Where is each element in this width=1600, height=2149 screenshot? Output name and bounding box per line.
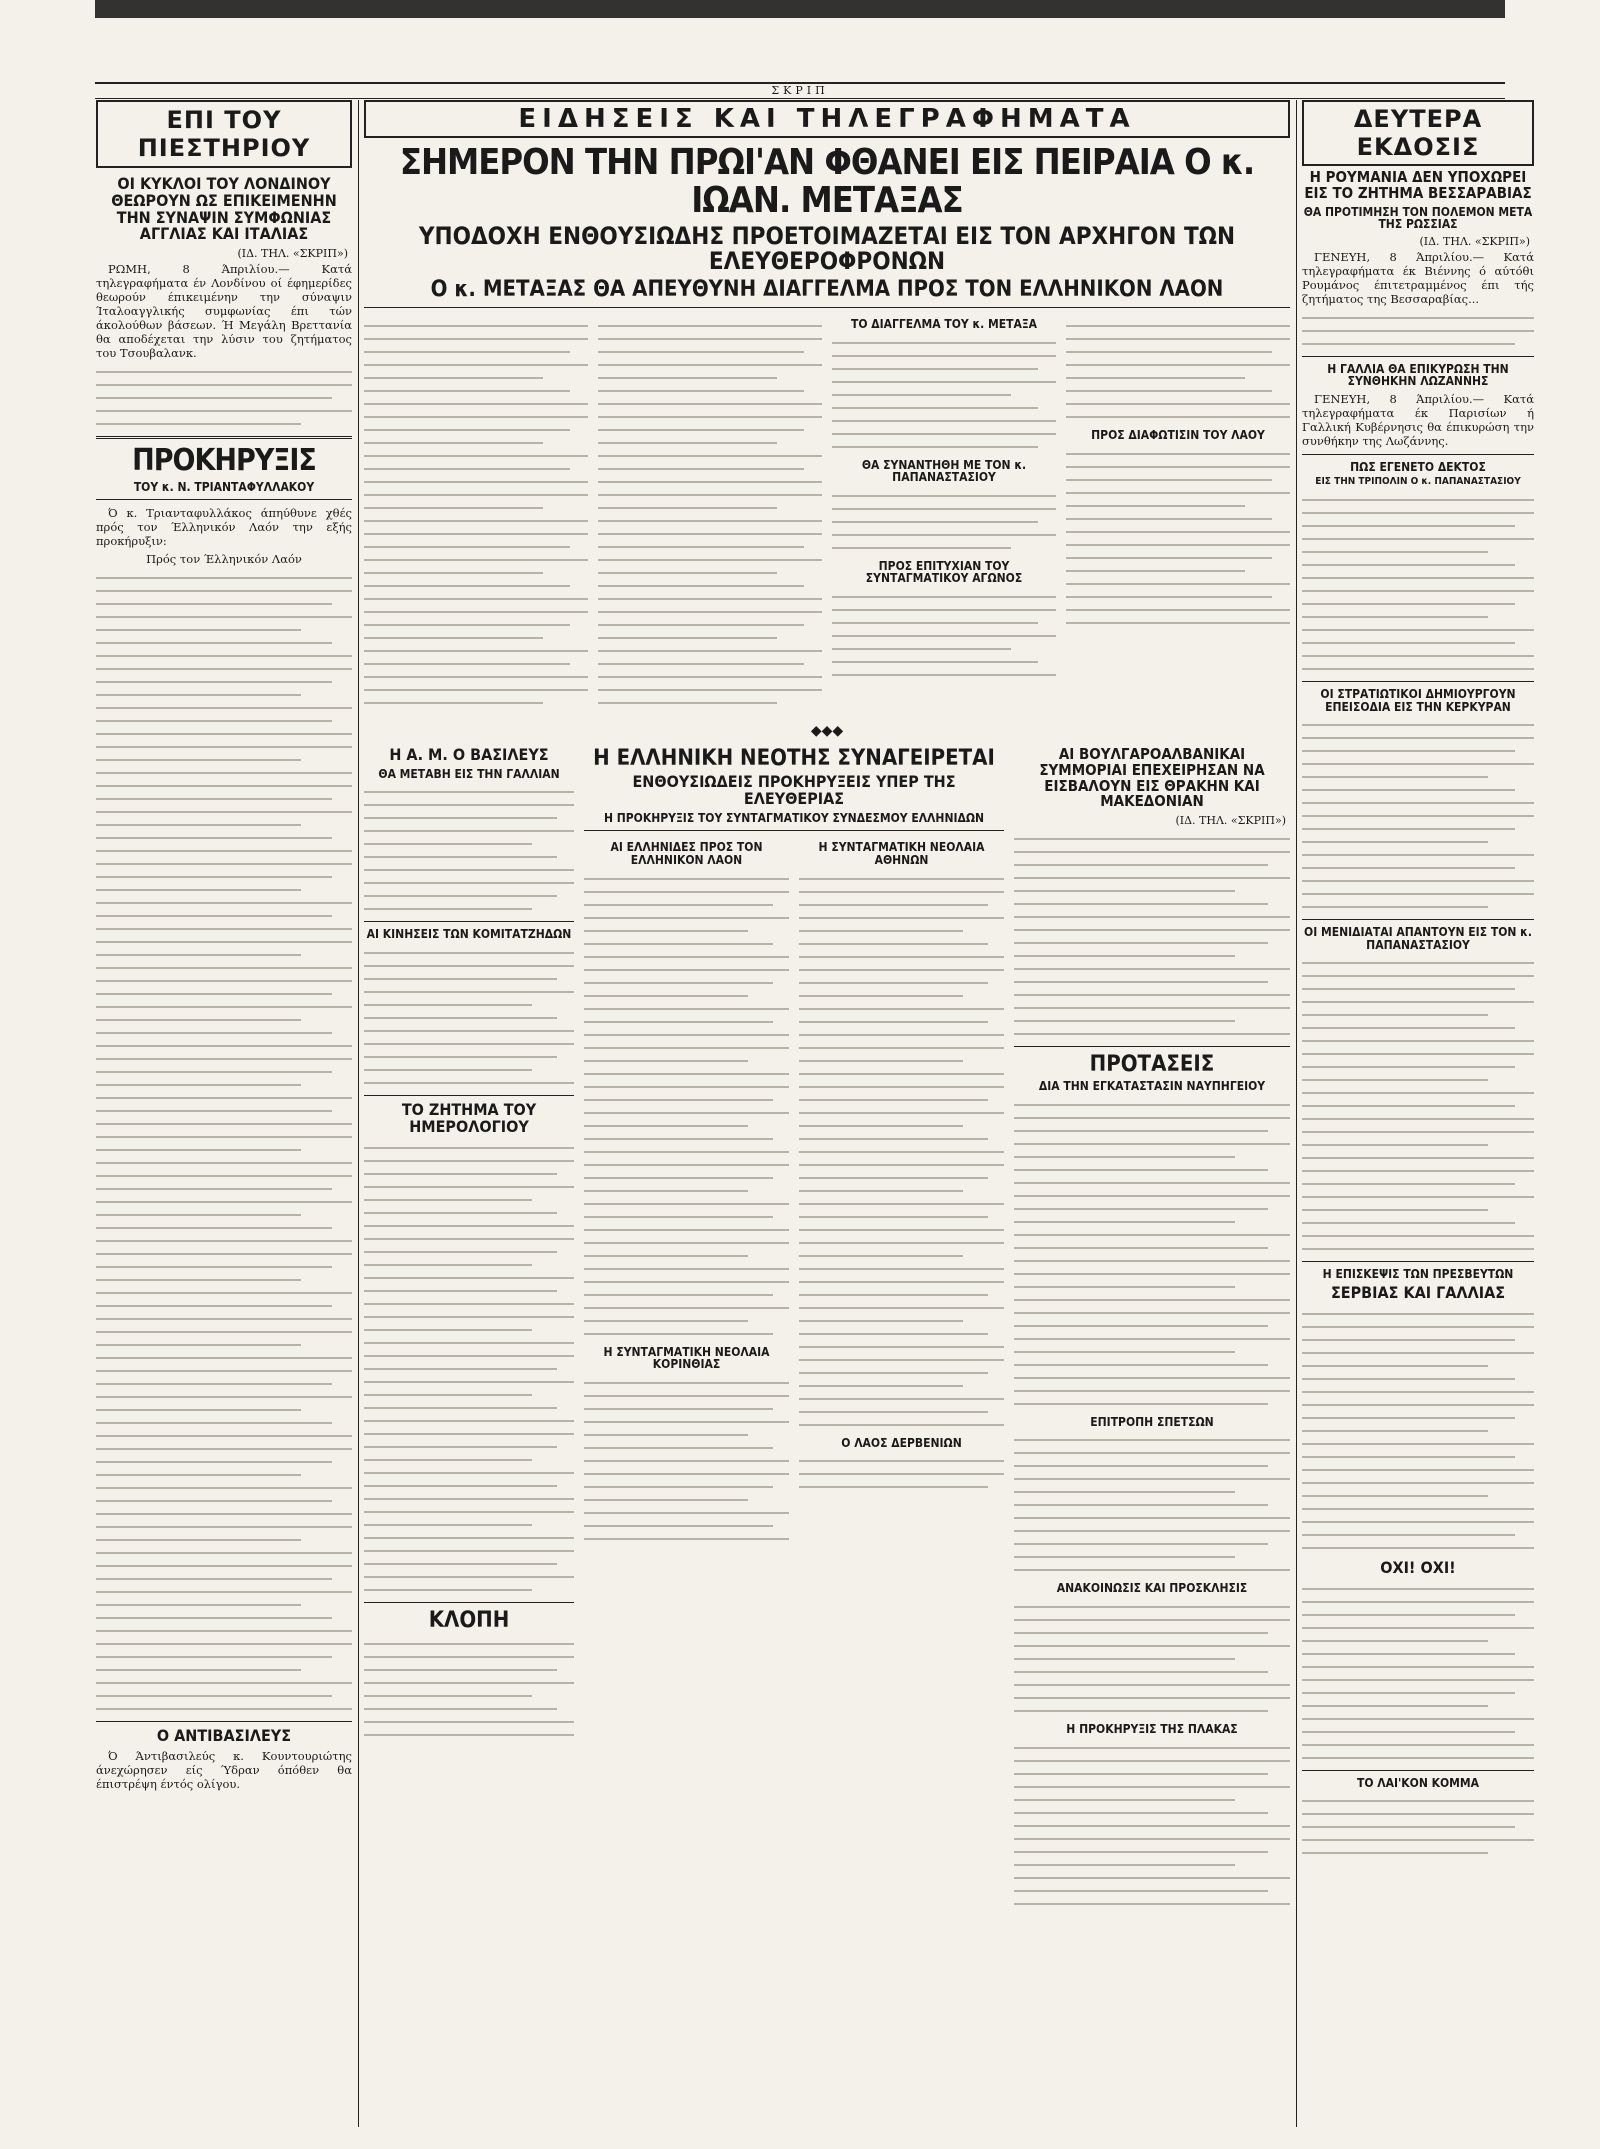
proposals-title: ΠΡΟΤΑΣΕΙΣ	[1089, 1052, 1215, 1078]
left-lead: ΡΩΜΗ, 8 Άπριλίου.— Κατά τηλεγραφήματα έν Λονδίνου οί έφημερίδες θεωρούν έπικειμένην την σύναψιν Ίταλοαγγλικής συμφωνίας έπι τών άκολούθων βάσεων. Ή Μεγάλη Βρεττανία θα αποδέχεται την λύσιν του ζητήματος του Τσουβαλανκ.	[96, 262, 352, 361]
peoples-party-headline: ΤΟ ΛΑΙ'ΚΟΝ ΚΟΜΜΑ	[1356, 1775, 1480, 1790]
right-column	[1302, 100, 1534, 2127]
komitadji-subhead: ΑΙ ΚΙΝΗΣΕΙΣ ΤΩΝ ΚΟΜΙΤΑΤΖΗΔΩΝ	[366, 927, 572, 942]
left-credit: (ΙΔ. ΤΗΛ. «ΣΚΡΙΠ»)	[237, 247, 348, 261]
king-column	[364, 743, 574, 2013]
proclamation-subtitle: ΤΟΥ κ. Ν. ΤΡΙΑΝΤΑΦΥΛΛΑΚΟΥ	[133, 479, 315, 494]
romania-lead: ΓΕΝΕΥΗ, 8 Άπριλίου.— Κατά τηλεγραφήματα έκ Βιέννης ό αύτόθι Ρουμάνος έπιτετραμμένος έπι τής ζητήματος της Βεσσαραβίας...	[1302, 249, 1534, 306]
left-column	[96, 100, 352, 2127]
meeting-subhead: ΘΑ ΣΥΝΑΝΤΗΘΗ ΜΕ ΤΟΝ κ. ΠΑΠΑΝΑΣΤΑΣΙΟΥ	[861, 457, 1027, 485]
lausanne-lead: ΓΕΝΕΥΗ, 8 Άπριλίου.— Κατά τηλεγραφήματα έκ Παρισίων ή Γαλλική Κυβέρνησις θα έπικυρώση την συνθήκην της Λωζάννης.	[1302, 391, 1534, 448]
ambassadors-subheadline: ΣΕΡΒΙΑΣ ΚΑΙ ΓΑΛΛΙΑΣ	[1330, 1282, 1506, 1302]
lausanne-headline: Η ΓΑΛΛΙΑ ΘΑ ΕΠΙΚΥΡΩΣΗ ΤΗΝ ΣΥΝΘΗΚΗΝ ΛΩΖΑΝΝΗΣ	[1327, 361, 1509, 389]
dervenia-subhead: Ο ΛΑΟΣ ΔΕΡΒΕΝΙΩΝ	[841, 1435, 962, 1450]
menidi-headline: ΟΙ ΜΕΝΙΔΙΑΤΑΙ ΑΠΑΝΤΟΥΝ ΕΙΣ ΤΟΝ κ. ΠΑΠΑΝΑΣΤΑΣΙΟΥ	[1304, 925, 1532, 952]
bulgarian-column	[1014, 743, 1290, 2013]
proclamation-address: Πρός τον Έλληνικόν Λαόν	[146, 552, 302, 567]
bands-headline: ΑΙ ΒΟΥΛΓΑΡΟΑΛΒΑΝΙΚΑΙ ΣΥΜΜΟΡΙΑΙ ΕΠΕΧΕΙΡΗΣΑΝ ΝΑ ΕΙΣΒΑΛΟΥΝ ΕΙΣ ΘΡΑΚΗΝ ΚΑΙ ΜΑΚΕΔΟΝΙΑΝ	[1039, 745, 1265, 811]
left-text-block	[96, 371, 352, 425]
proclamation-text-block	[96, 577, 352, 1710]
romania-headline: Η ΡΟΥΜΑΝΙΑ ΔΕΝ ΥΠΟΧΩΡΕΙ ΕΙΣ ΤΟ ΖΗΤΗΜΑ ΒΕΣΣΑΡΑΒΙΑΣ	[1304, 168, 1532, 202]
proposals-subtitle: ΔΙΑ ΤΗΝ ΕΓΚΑΤΑΣΤΑΣΙΝ ΝΑΥΠΗΓΕΙΟΥ	[1038, 1079, 1266, 1094]
theft-title: ΚΛΟΠΗ	[428, 1607, 510, 1633]
left-section-title: ΕΠΙ ΤΟΥ ΠΙΕΣΤΗΡΙΟΥ	[96, 100, 352, 168]
enlightenment-subhead: ΠΡΟΣ ΔΙΑΦΩΤΙΣΙΝ ΤΟΥ ΛΑΟΥ	[1091, 428, 1265, 443]
main-deck: Ο κ. ΜΕΤΑΞΑΣ ΘΑ ΑΠΕΥΘΥΝΗ ΔΙΑΓΓΕΛΜΑ ΠΡΟΣ ΤΟΝ ΕΛΛΗΝΙΚΟΝ ΛΑΟΝ	[430, 276, 1224, 302]
tripoli-headline: ΠΩΣ ΕΓΕΝΕΤΟ ΔΕΚΤΟΣ	[1350, 459, 1486, 474]
metaxas-col-1	[364, 314, 588, 719]
regent-text: Ό Άντιβασιλεύς κ. Κουντουριώτης άνεχώρησεν είς Ύδραν όπόθεν θα έπιστρέψη έντός ολίγου.	[96, 1749, 352, 1792]
metaxas-col-3	[832, 314, 1056, 719]
spetses-subhead: ΕΠΙΤΡΟΠΗ ΣΠΕΤΣΩΝ	[1090, 1414, 1214, 1429]
romania-subheadline: ΘΑ ΠΡΟΤΙΜΗΣΗ ΤΟΝ ΠΟΛΕΜΟΝ ΜΕΤΑ ΤΗΣ ΡΩΣΣΙΑΣ	[1303, 204, 1533, 232]
manifesto-subhead: ΤΟ ΔΙΑΓΓΕΛΜΑ ΤΟΥ κ. ΜΕΤΑΞΑ	[850, 317, 1038, 332]
metaxas-col-4	[1066, 314, 1290, 719]
tripoli-subheadline: ΕΙΣ ΤΗΝ ΤΡΙΠΟΛΙΝ Ο κ. ΠΑΠΑΝΑΣΤΑΣΙΟΥ	[1315, 476, 1521, 488]
center-column	[364, 100, 1290, 2127]
masthead-strip: ΣΚΡΙΠ	[95, 82, 1505, 99]
youth-headline: Η ΕΛΛΗΝΙΚΗ ΝΕΟΤΗΣ ΣΥΝΑΓΕΙΡΕΤΑΙ	[593, 746, 995, 772]
king-title: Η Α. Μ. Ο ΒΑΣΙΛΕΥΣ	[389, 745, 549, 765]
women-subhead: ΑΙ ΕΛΛΗΝΙΔΕΣ ΠΡΟΣ ΤΟΝ ΕΛΛΗΝΙΚΟΝ ΛΑΟΝ	[610, 840, 763, 867]
ambassadors-headline: Η ΕΠΙΣΚΕΨΙΣ ΤΩΝ ΠΡΕΣΒΕΥΤΩΝ	[1322, 1267, 1514, 1282]
calendar-title: ΤΟ ΖΗΤΗΜΑ ΤΟΥ ΗΜΕΡΟΛΟΓΙΟΥ	[401, 1100, 537, 1136]
ornament-divider: ◆◆◆	[810, 723, 844, 740]
top-dark-band	[95, 0, 1505, 18]
main-headline: ΣΗΜΕΡΟΝ ΤΗΝ ΠΡΩΙ'ΑΝ ΦΘΑΝΕΙ ΕΙΣ ΠΕΙΡΑΙΑ Ο κ. ΙΩΑΝ. ΜΕΤΑΞΑΣ	[399, 142, 1255, 221]
announcement-subhead: ΑΝΑΚΟΙΝΩΣΙΣ ΚΑΙ ΠΡΟΣΚΛΗΣΙΣ	[1056, 1581, 1248, 1596]
proclamation-title: ΠΡΟΚΗΡΥΞΙΣ	[132, 443, 316, 479]
proclamation-intro: Ό κ. Τριανταφυλλάκος άπηύθυνε χθές πρός τον Έλληνικόν Λαόν την εξής προκήρυξιν:	[96, 506, 352, 549]
column-rule	[358, 100, 359, 2127]
left-headline: ΟΙ ΚΥΚΛΟΙ ΤΟΥ ΛΟΝΔΙΝΟΥ ΘΕΩΡΟΥΝ ΩΣ ΕΠΙΚΕΙΜΕΝΗΝ ΤΗΝ ΣΥΝΑΨΙΝ ΣΥΜΦΩΝΙΑΣ ΑΓΓΛΙΑΣ ΚΑΙ ΙΤΑΛΙΑΣ	[111, 174, 337, 244]
regent-title: Ο ΑΝΤΙΒΑΣΙΛΕΥΣ	[156, 1726, 292, 1746]
king-subtitle: ΘΑ ΜΕΤΑΒΗ ΕΙΣ ΤΗΝ ΓΑΛΛΙΑΝ	[378, 766, 560, 781]
plaka-subhead: Η ΠΡΟΚΗΡΥΞΙΣ ΤΗΣ ΠΛΑΚΑΣ	[1066, 1721, 1238, 1736]
metaxas-story	[364, 314, 1290, 719]
oxi-headline: ΟΧΙ! ΟΧΙ!	[1380, 1557, 1456, 1577]
column-rule	[1296, 100, 1297, 2127]
youth-subheadline: ΕΝΘΟΥΣΙΩΔΕΙΣ ΠΡΟΚΗΡΥΞΕΙΣ ΥΠΕΡ ΤΗΣ ΕΛΕΥΘΕΡΙΑΣ	[632, 772, 956, 808]
struggle-subhead: ΠΡΟΣ ΕΠΙΤΥΧΙΑΝ ΤΟΥ ΣΥΝΤΑΓΜΑΤΙΚΟΥ ΑΓΩΝΟΣ	[865, 558, 1023, 586]
bands-credit: (ΙΔ. ΤΗΛ. «ΣΚΡΙΠ»)	[1175, 814, 1286, 828]
main-subheadline: ΥΠΟΔΟΧΗ ΕΝΘΟΥΣΙΩΔΗΣ ΠΡΟΕΤΟΙΜΑΖΕΤΑΙ ΕΙΣ ΤΟΝ ΑΡΧΗΓΟΝ ΤΩΝ ΕΛΕΥΘΕΡΟΦΡΟΝΩΝ	[418, 221, 1236, 275]
youth-deck: Η ΠΡΟΚΗΡΥΞΙΣ ΤΟΥ ΣΥΝΤΑΓΜΑΤΙΚΟΥ ΣΥΝΔΕΣΜΟΥ ΕΛΛΗΝΙΔΩΝ	[603, 810, 985, 825]
metaxas-col-2	[598, 314, 822, 719]
romania-credit: (ΙΔ. ΤΗΛ. «ΣΚΡΙΠ»)	[1419, 234, 1530, 248]
corinth-youth-subhead: Η ΣΥΝΤΑΓΜΑΤΙΚΗ ΝΕΟΛΑΙΑ ΚΟΡΙΝΘΙΑΣ	[603, 1344, 770, 1372]
athens-youth-subhead: Η ΣΥΝΤΑΓΜΑΤΙΚΗ ΝΕΟΛΑΙΑ ΑΘΗΝΩΝ	[818, 840, 985, 867]
news-banner: ΕΙΔΗΣΕΙΣ ΚΑΙ ΤΗΛΕΓΡΑΦΗΜΑΤΑ	[364, 100, 1290, 138]
corfu-headline: ΟΙ ΣΤΡΑΤΙΩΤΙΚΟΙ ΔΗΜΙΟΥΡΓΟΥΝ ΕΠΕΙΣΟΔΙΑ ΕΙΣ ΤΗΝ ΚΕΡΚΥΡΑΝ	[1320, 686, 1516, 714]
second-edition-title: ΔΕΥΤΕΡΑ ΕΚΔΟΣΙΣ	[1302, 100, 1534, 166]
youth-story	[584, 743, 1004, 2013]
lower-center	[364, 743, 1290, 2013]
